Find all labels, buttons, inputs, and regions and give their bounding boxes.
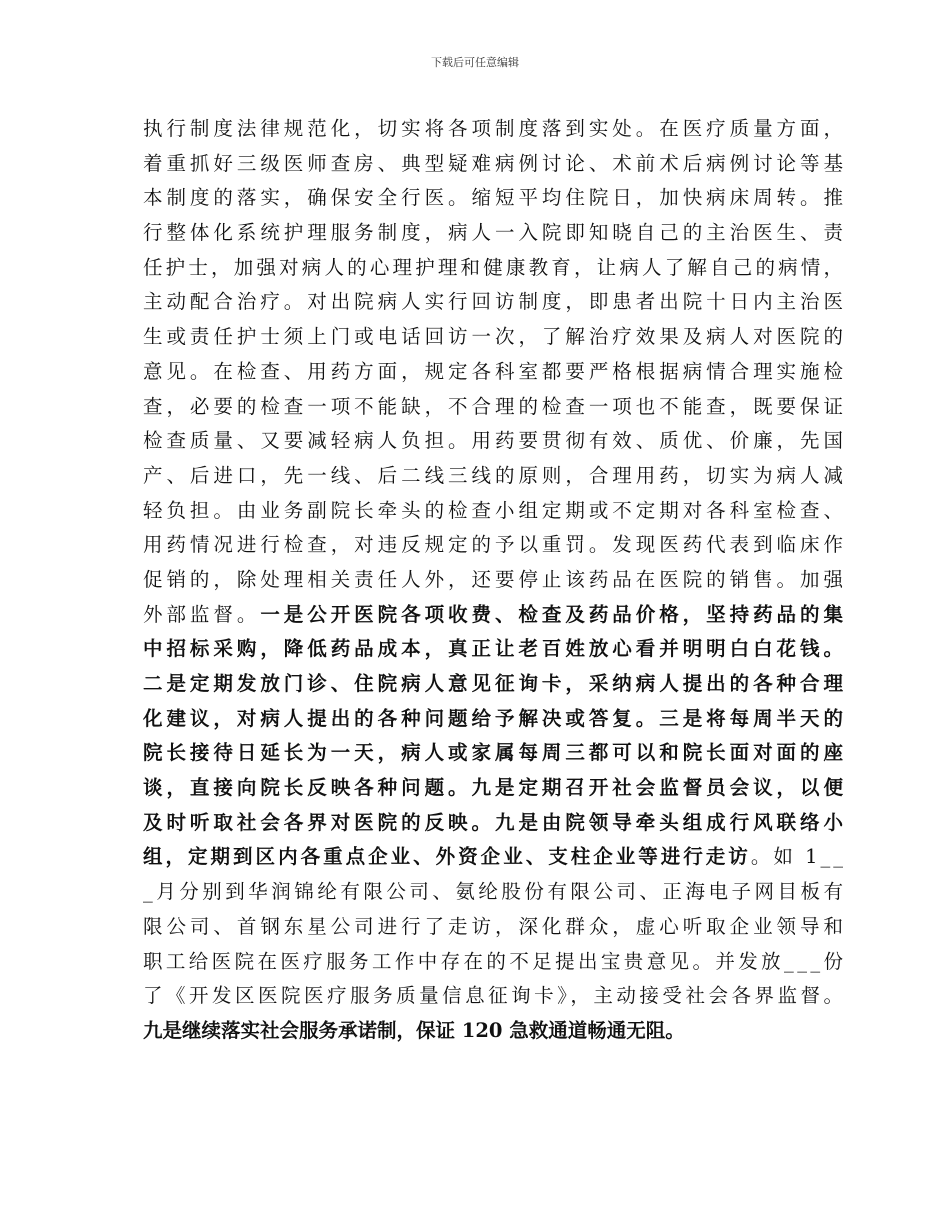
text-line: 促销的，除处理相关责任人外，还要停止该药品在医院的销售。加强 [143,567,847,591]
text-line: 执行制度法律规范化，切实将各项制度落到实处。在医疗质量方面， [143,117,847,140]
text-line: 限公司、首钢东星公司进行了走访，深化群众，虚心听取企业领导和 [143,914,847,938]
text-line: 二是定期发放门诊、住院病人意见征询卡，采纳病人提出的各种合理 [143,672,847,695]
text-line: 检查质量、又要减轻病人负担。用药要贯彻有效、质优、价廉，先国 [143,429,847,453]
text-line [143,840,847,875]
text-line: 任护士，加强对病人的心理护理和健康教育，让病人了解自己的病情， [143,255,847,279]
document-body [143,112,847,1049]
text-line: 着重抓好三级医师查房、典型疑难病例讨论、术前术后病例讨论等基 [143,151,847,175]
text-line: 生或责任护士须上门或电话回访一次，了解治疗效果及病人对医院的 [143,325,847,349]
text-line: 了《开发区医院医疗服务质量信息征询卡》，主动接受社会各界监督。 [143,984,847,1008]
text-line: 院长接待日延长为一天，病人或家属每周三都可以和院长面对面的座 [143,741,847,765]
text-line: 意见。在检查、用药方面，规定各科室都要严格根据病情合理实施检 [143,359,847,383]
text-line: 行整体化系统护理服务制度，病人一入院即知晓自己的主治医生、责 [143,221,847,245]
text-line: 化建议，对病人提出的各种问题给予解决或答复。三是将每周半天的 [143,706,847,730]
text-line [143,598,847,633]
text-line: 产、后进口，先一线、后二线三线的原则，合理用药，切实为病人减 [143,463,847,487]
text-line: 中招标采购，降低药品成本，真正让老百姓放心看并明明白白花钱。 [143,637,847,661]
text-segment: 。如 1__ [750,845,847,869]
text-line: 主动配合治疗。对出院病人实行回访制度，即患者出院十日内主治医 [143,290,847,314]
text-segment: 一是公开医院各项收费、检查及药品价格，坚持药品的集 [260,602,847,626]
text-line: 九是继续落实社会服务承诺制，保证 120 急救通道畅通无阻。 [143,1018,685,1042]
text-line: _月分别到华润锦纶有限公司、氨纶股份有限公司、正海电子网目板有 [143,880,847,904]
text-line: 轻负担。由业务副院长牵头的检查小组定期或不定期对各科室检查、 [143,498,847,522]
text-line: 本制度的落实，确保安全行医。缩短平均住院日，加快病床周转。推 [143,186,847,210]
text-line: 职工给医院在医疗服务工作中存在的不足提出宝贵意见。并发放___份 [143,949,847,973]
text-segment: 外部监督。 [143,602,261,626]
page-header: 下载后可任意编辑 [431,56,519,69]
text-segment: 组，定期到区内各重点企业、外资企业、支柱企业等进行走访 [143,845,751,869]
text-line: 用药情况进行检查，对违反规定的予以重罚。发现医药代表到临床作 [143,533,847,557]
text-line: 谈，直接向院长反映各种问题。九是定期召开社会监督员会议，以便 [143,776,847,800]
text-line: 及时听取社会各界对医院的反映。九是由院领导牵头组成行风联络小 [143,810,847,834]
text-line: 查，必要的检查一项不能缺，不合理的检查一项也不能查，既要保证 [143,394,847,418]
